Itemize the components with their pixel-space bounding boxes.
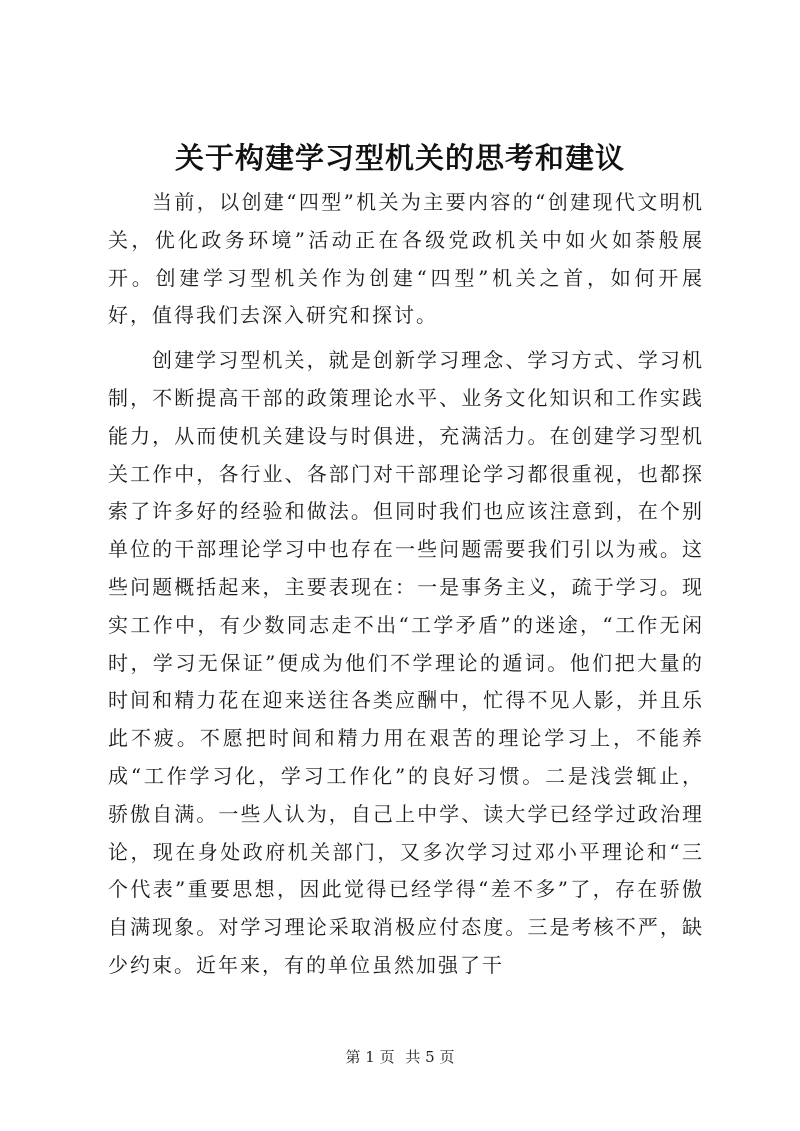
page-total: 共 5 页: [405, 1048, 455, 1066]
document-body: [108, 184, 704, 985]
document-title: 关于构建学习型机关的思考和建议: [174, 141, 625, 175]
paragraph-intro: 当前，以创建“四型”机关为主要内容的“创建现代文明机关，优化政务环境”活动正在各级党政机关中如火如荼般展开。创建学习型机关作为创建“四型”机关之首，如何开展好，值得我们去深入研究和探讨。: [108, 190, 704, 328]
page-number: 第 1 页: [345, 1048, 395, 1066]
page-footer: [0, 1046, 800, 1067]
paragraph-main: 创建学习型机关，就是创新学习理念、学习方式、学习机制，不断提高干部的政策理论水平、业务文化知识和工作实践能力，从而使机关建设与时俱进，充满活力。在创建学习型机关工作中，各行业、各部门对干部理论学习都很重视，也都探索了许多好的经验和做法。但同时我们也应该注意到，在个别单位的干部理论学习中也存在一些问题需要我们引以为戒。这些问题概括起来，主要表现在：一是事务主义，疏于学习。现实工作中，有少数同志走不出“工学矛盾”的迷途，“工作无闲时，学习无保证”便成为他们不学理论的遁词。他们把大量的时间和精力花在迎来送往各类应酬中，忙得不见人影，并且乐此不疲。不愿把时间和精力用在艰苦的理论学习上，不能养成“工作学习化，学习工作化”的良好习惯。二是浅尝辄止，骄傲自满。一些人认为，自己上中学、读大学已经学过政治理论，现在身处政府机关部门，又多次学习过邓小平理论和“三个代表”重要思想，因此觉得已经学得“差不多”了，存在骄傲自满现象。对学习理论采取消极应付态度。三是考核不严，缺少约束。近年来，有的单位虽然加强了干: [108, 348, 704, 977]
